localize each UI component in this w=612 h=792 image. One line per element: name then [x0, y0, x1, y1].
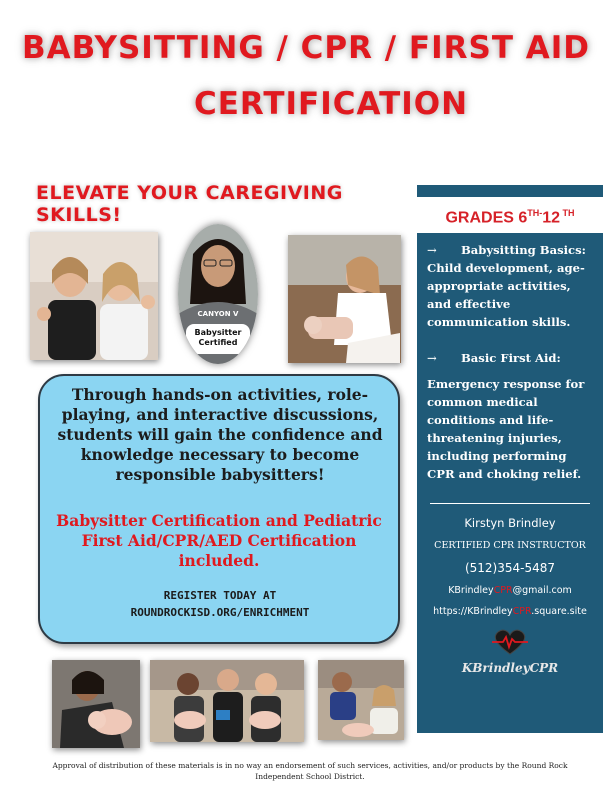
website-link[interactable]: https://KBrindleyCPR.square.site: [433, 606, 587, 617]
certification-note: Babysitter Certification and Pediatric First Aid/CPR/AED Certification included.: [56, 511, 382, 570]
register-line1: REGISTER TODAY AT: [163, 589, 277, 602]
info-panel: [417, 233, 603, 733]
disclaimer: Approval of distribution of these materials is in no way an endorsement of such services, activities, and/or products by the Round Rock Independent School District.: [52, 761, 568, 781]
grades-label: GRADES $6^{TH-}12$ $^{TH}$: [445, 208, 575, 227]
logo-text: KBrindleyCPR: [461, 661, 559, 675]
babysitting-basics-text: Child development, age-appropriate activities, and effective communication skills.: [427, 261, 585, 329]
page-title-line1: BABYSITTING / CPR / FIRST AID: [21, 30, 591, 66]
phone-number[interactable]: (512)354-5487: [464, 561, 556, 575]
instructor-title: CERTIFIED CPR INSTRUCTOR: [434, 540, 586, 551]
first-aid-text: Emergency response for common medical conditions and life-threatening injuries, including performing CPR and choking relief.: [427, 377, 585, 481]
arrow-icon: →: [427, 243, 437, 257]
photo-babysitter-certified: [178, 224, 258, 364]
page-title-line2: CERTIFICATION: [193, 86, 469, 122]
shirt-label: Babysitter Certified: [194, 328, 242, 347]
register-cta[interactable]: [50, 587, 390, 621]
heart-pulse-icon: [490, 627, 530, 657]
photo-group-with-manikins: [150, 660, 304, 742]
program-description: Through hands-on activities, role-playing, and interactive discussions, students will gain the confidence and knowledge necessary to become responsible babysitters!: [57, 385, 383, 484]
shirt-top-text: CANYON V: [197, 310, 239, 318]
divider: [430, 503, 590, 504]
babysitting-basics-heading: Babysitting Basics:: [461, 243, 586, 257]
tagline: ELEVATE YOUR CAREGIVING SKILLS!: [36, 182, 343, 226]
instructor-name: Kirstyn Brindley: [464, 516, 556, 530]
grades-band: [417, 185, 603, 197]
first-aid-heading: Basic First Aid:: [461, 351, 561, 365]
logo: [435, 627, 585, 675]
babysitting-basics: [427, 241, 593, 331]
photo-cpr-practice: [288, 235, 401, 363]
register-url[interactable]: ROUNDROCKISD.ORG/ENRICHMENT: [130, 606, 310, 619]
email-link[interactable]: KBrindleyCPR@gmail.com: [448, 585, 572, 596]
photo-girls-thumbs-up: [30, 232, 158, 360]
arrow-icon: →: [427, 351, 437, 365]
photo-kids-on-floor: [318, 660, 404, 740]
photo-infant-cpr: [52, 660, 140, 748]
first-aid: [427, 349, 593, 483]
